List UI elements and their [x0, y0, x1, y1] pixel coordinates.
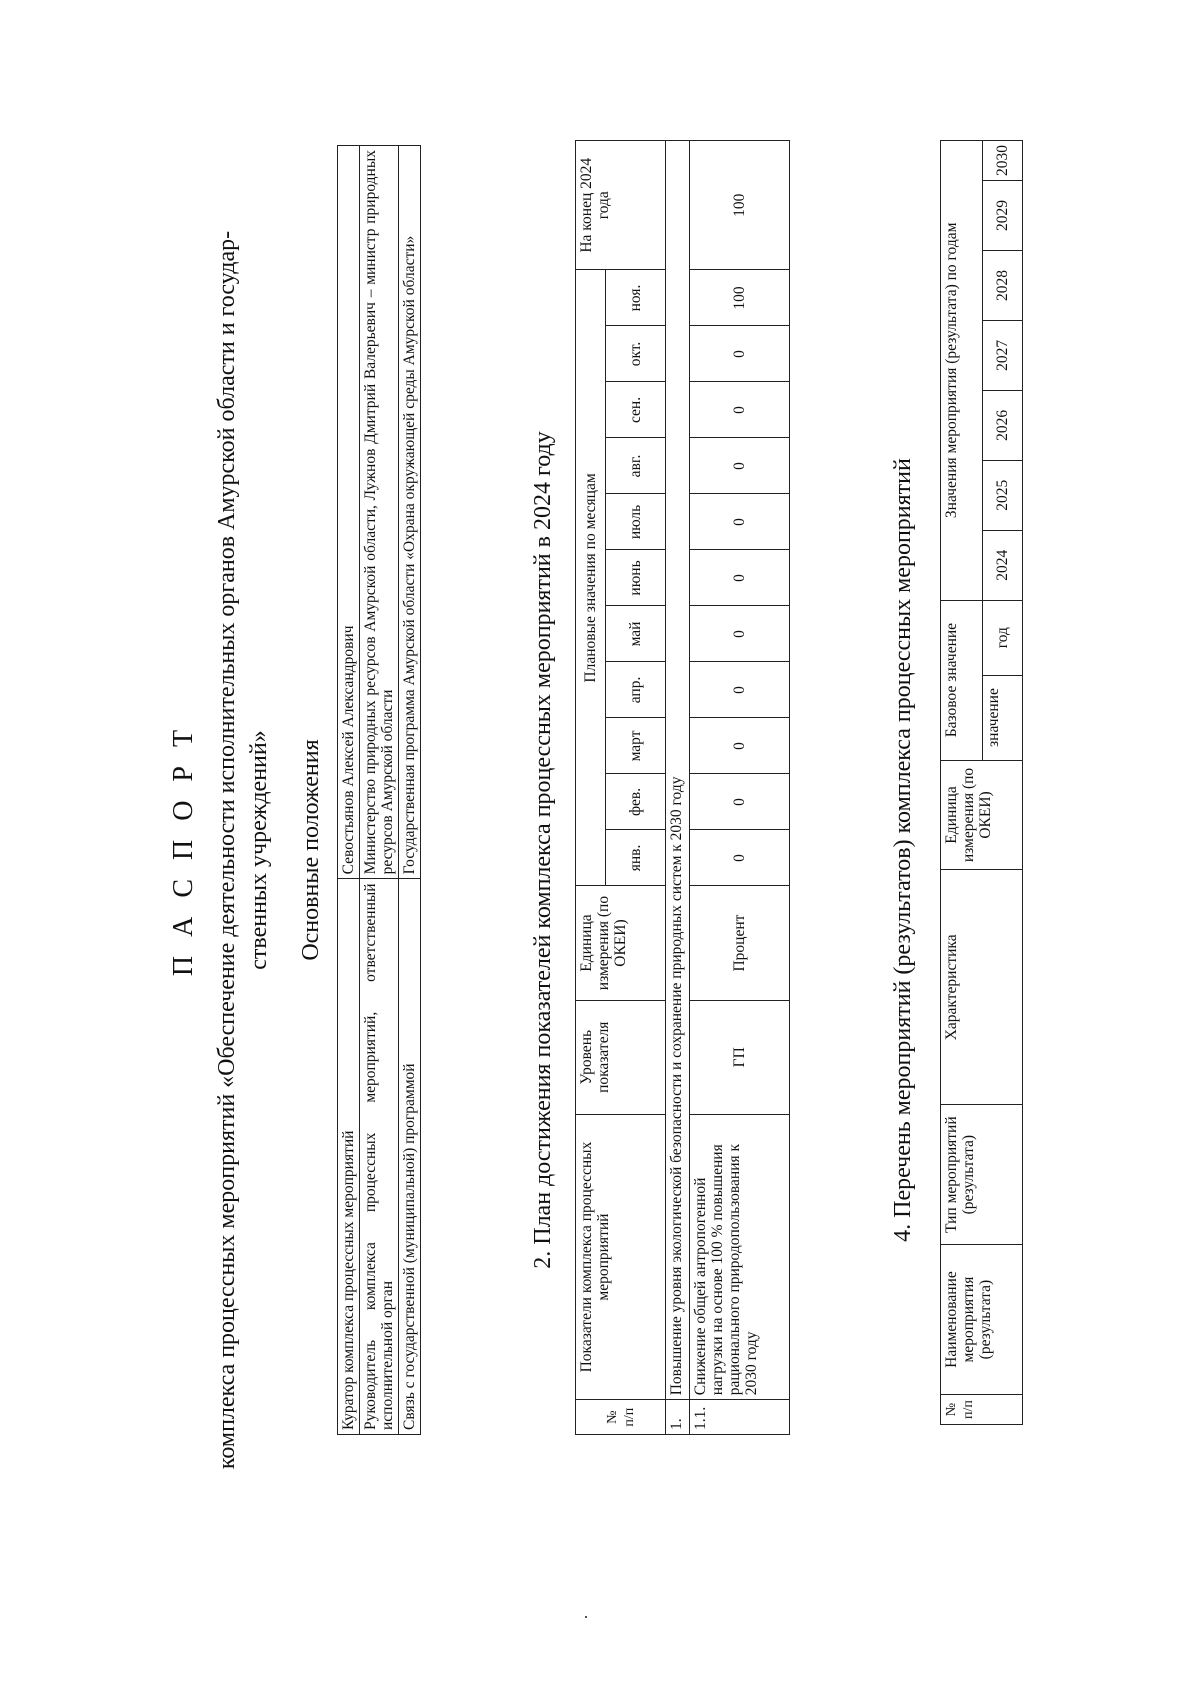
section4-title: 4. Перечень мероприятий (результатов) комплекса процессных мероприятий	[890, 458, 916, 1242]
basics-label: Связь с государственной (муниципальной) программой	[399, 879, 421, 1435]
plan-table	[575, 140, 790, 1435]
plan-row-value: 0	[690, 718, 790, 774]
table-row	[690, 141, 790, 1435]
plan-header-month: авг.	[606, 438, 666, 494]
basics-row	[399, 146, 421, 1435]
plan-row-value: 0	[690, 606, 790, 662]
plan-header-month: сен.	[606, 382, 666, 438]
measures-header-name: Наименование мероприятия (результата)	[941, 1245, 1023, 1395]
plan-header-num: № п/п	[576, 1400, 666, 1435]
plan-group-num: 1.	[666, 1400, 690, 1435]
measures-table	[940, 140, 1023, 1425]
measures-header-year: 2030	[983, 141, 1023, 181]
measures-header-unit: Единица измерения (по ОКЕИ)	[941, 760, 1023, 870]
measures-header-year: 2027	[983, 320, 1023, 390]
plan-row-level: ГП	[690, 1000, 790, 1114]
plan-header-monthly: Плановые значения по месяцам	[576, 270, 606, 886]
passport-subtitle-line1: комплекса процессных мероприятий «Обеспечение деятельности исполнительных органов Амурской области и государ-	[214, 230, 240, 1470]
plan-header-indicator: Показатели комплекса процессных мероприятий	[576, 1114, 666, 1399]
plan-row-value: 0	[690, 494, 790, 550]
plan-row-unit: Процент	[690, 886, 790, 1000]
plan-header-month: март	[606, 718, 666, 774]
plan-header-month: окт.	[606, 326, 666, 382]
plan-header-month: июль	[606, 494, 666, 550]
measures-header-year: 2024	[983, 530, 1023, 600]
plan-header-month: июнь	[606, 550, 666, 606]
plan-row-value: 0	[690, 550, 790, 606]
basics-table	[337, 145, 421, 1435]
basics-value: Севостьянов Алексей Александрович	[338, 146, 360, 879]
plan-header-month: янв.	[606, 830, 666, 886]
scan-speck	[585, 1616, 587, 1618]
plan-row-value: 100	[690, 270, 790, 326]
basics-row	[360, 146, 399, 1435]
plan-header-month: апр.	[606, 662, 666, 718]
plan-row-value: 0	[690, 662, 790, 718]
measures-header-num: № п/п	[941, 1395, 1023, 1425]
plan-row-value: 0	[690, 830, 790, 886]
section2-title: 2. План достижения показателей комплекса процессных мероприятий в 2024 году	[530, 431, 556, 1269]
basics-row	[338, 146, 360, 1435]
passport-subtitle-line2: ственных учреждений»	[246, 730, 272, 970]
plan-row-value: 0	[690, 438, 790, 494]
plan-row-year-end: 100	[690, 141, 790, 270]
basics-label: Руководитель комплекса процессных мероприятий, ответственный исполнительной орган	[360, 879, 399, 1435]
plan-header-month: фев.	[606, 774, 666, 830]
plan-row-num: 1.1.	[690, 1400, 790, 1435]
plan-header-month: ноя.	[606, 270, 666, 326]
plan-header-level: Уровень показателя	[576, 1000, 666, 1114]
basics-label: Куратор комплекса процессных мероприятий	[338, 879, 360, 1435]
plan-header-month: май	[606, 606, 666, 662]
section1-title: Основные положения	[298, 739, 324, 961]
plan-header-year-end: На конец 2024 года	[576, 141, 666, 270]
measures-header-year: 2026	[983, 390, 1023, 460]
measures-header-base-year: год	[983, 600, 1023, 675]
measures-header-base-value: значение	[983, 675, 1023, 760]
measures-header-values-by-year: Значения мероприятия (результата) по годам	[941, 141, 983, 601]
passport-title: П А С П О Р Т	[168, 723, 199, 977]
basics-value: Министерство природных ресурсов Амурской области, Лужнов Дмитрий Валерьевич – министр природных ресурсов Амурской области	[360, 146, 399, 879]
plan-row-value: 0	[690, 382, 790, 438]
plan-row-value: 0	[690, 326, 790, 382]
measures-header-type: Тип мероприятий (результата)	[941, 1105, 1023, 1245]
plan-group-title: Повышение уровня экологической безопасности и сохранение природных систем к 2030 году	[666, 141, 690, 1400]
measures-header-characteristic: Характеристика	[941, 870, 1023, 1105]
measures-header-base: Базовое значение	[941, 600, 983, 760]
measures-header-year: 2025	[983, 460, 1023, 530]
plan-row-name: Снижение общей антропогенной нагрузки на основе 100 % повышения рационального природопользования к 2030 году	[690, 1114, 790, 1399]
plan-row-value: 0	[690, 774, 790, 830]
basics-value: Государственная программа Амурской области «Охрана окружающей среды Амурской области»	[399, 146, 421, 879]
plan-header-unit: Единица измерения (по ОКЕИ)	[576, 886, 666, 1000]
measures-header-year: 2028	[983, 250, 1023, 320]
measures-header-year: 2029	[983, 181, 1023, 251]
